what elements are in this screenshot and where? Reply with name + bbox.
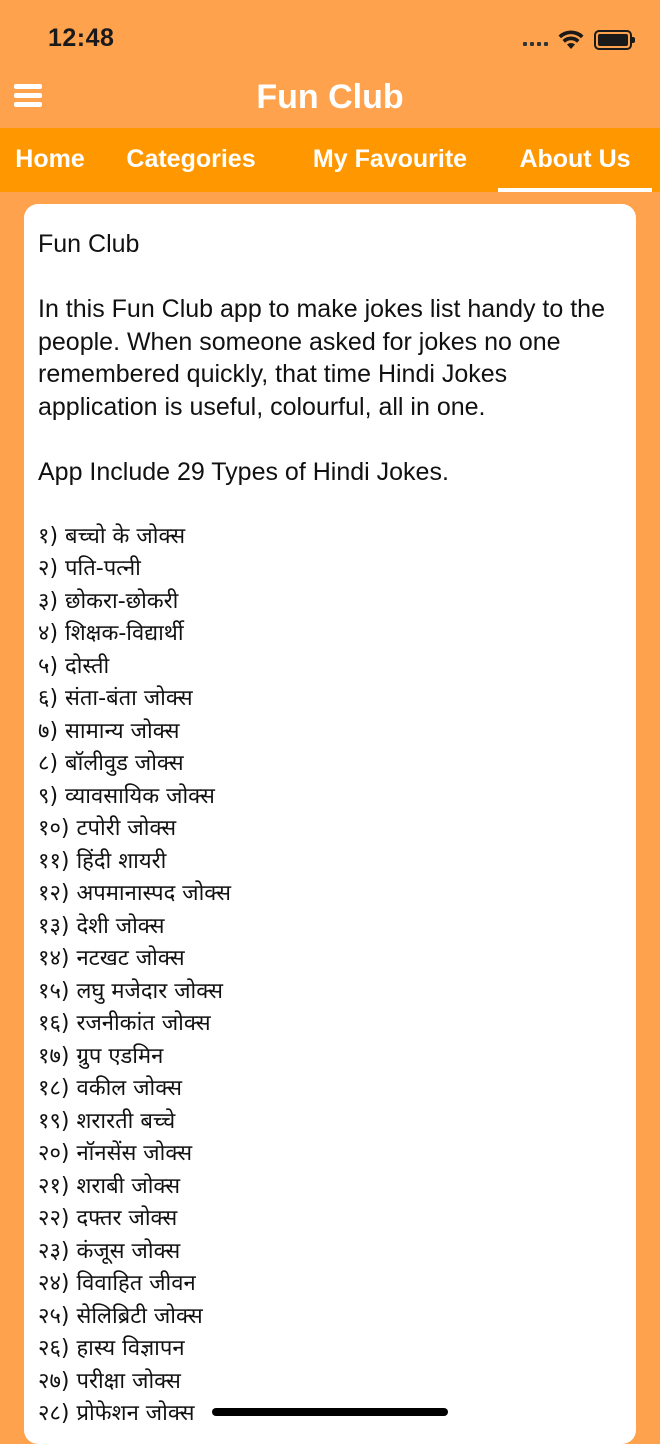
about-card[interactable] bbox=[24, 204, 636, 1444]
about-include-text: App Include 29 Types of Hindi Jokes. bbox=[38, 457, 449, 486]
list-item: २७) परीक्षा जोक्स bbox=[38, 1368, 181, 1394]
list-item: २२) दफ्तर जोक्स bbox=[38, 1206, 178, 1231]
list-item: १६) रजनीकांत जोक्स bbox=[38, 1011, 211, 1036]
list-item: ९) व्यावसायिक जोक्स bbox=[38, 783, 215, 809]
list-item: ४) शिक्षक-विद्यार्थी bbox=[38, 621, 184, 646]
joke-types-list bbox=[38, 521, 622, 1431]
list-item: ५) दोस्ती bbox=[38, 653, 110, 679]
status-time: 12:48 bbox=[48, 24, 115, 52]
list-item: २८) प्रोफेशन जोक्स bbox=[38, 1401, 195, 1426]
wifi-icon bbox=[558, 30, 584, 50]
status-icons bbox=[523, 28, 632, 52]
list-item: २१) शराबी जोक्स bbox=[38, 1173, 181, 1199]
list-item: ११) हिंदी शायरी bbox=[38, 848, 167, 874]
about-description: In this Fun Club app to make jokes list handy to the people. When someone asked for jokes no one remembered quickly, that time Hindi Jokes application is useful, colourful, all in one. bbox=[38, 295, 605, 421]
list-item: १०) टपोरी जोक्स bbox=[38, 816, 177, 841]
list-item: २५) सेलिब्रिटी जोक्स bbox=[38, 1303, 203, 1329]
list-item: २६) हास्य विज्ञापन bbox=[38, 1336, 185, 1361]
list-item: १५) लघु मजेदार जोक्स bbox=[38, 978, 223, 1004]
list-item: १३) देशी जोक्स bbox=[38, 913, 165, 939]
tab-about-us[interactable] bbox=[498, 128, 652, 192]
tab-bar bbox=[0, 128, 660, 192]
battery-icon bbox=[594, 30, 632, 50]
list-item: ६) संता-बंता जोक्स bbox=[38, 686, 193, 711]
about-heading: Fun Club bbox=[38, 230, 140, 258]
list-item: १) बच्चो के जोक्स bbox=[38, 523, 186, 549]
list-item: १४) नटखट जोक्स bbox=[38, 946, 185, 971]
list-item: १८) वकील जोक्स bbox=[38, 1076, 182, 1101]
cellular-signal-icon bbox=[523, 34, 548, 46]
tab-about-us-label: About Us bbox=[519, 145, 631, 173]
list-item: ७) सामान्य जोक्स bbox=[38, 718, 180, 744]
page-title: Fun Club bbox=[256, 78, 404, 116]
list-item: १९) शरारती बच्चे bbox=[38, 1108, 176, 1134]
list-item: ८) बॉलीवुड जोक्स bbox=[38, 751, 184, 776]
list-item: १७) ग्रुप एडमिन bbox=[38, 1043, 164, 1069]
tab-categories[interactable]: Categories bbox=[126, 145, 256, 173]
list-item: २४) विवाहित जीवन bbox=[38, 1271, 196, 1296]
tab-home[interactable]: Home bbox=[15, 145, 85, 173]
list-item: १२) अपमानास्पद जोक्स bbox=[38, 881, 232, 906]
list-item: ३) छोकरा-छोकरी bbox=[38, 588, 179, 614]
navigation-bar bbox=[0, 62, 660, 128]
selected-tab-indicator bbox=[498, 188, 652, 192]
list-item: २) पति-पत्नी bbox=[38, 556, 141, 581]
tab-my-favourite[interactable]: My Favourite bbox=[312, 145, 468, 173]
about-content bbox=[24, 204, 636, 1431]
home-indicator[interactable] bbox=[212, 1408, 448, 1416]
list-item: २३) कंजूस जोक्स bbox=[38, 1238, 181, 1264]
list-item: २०) नॉनसेंस जोक्स bbox=[38, 1141, 193, 1166]
